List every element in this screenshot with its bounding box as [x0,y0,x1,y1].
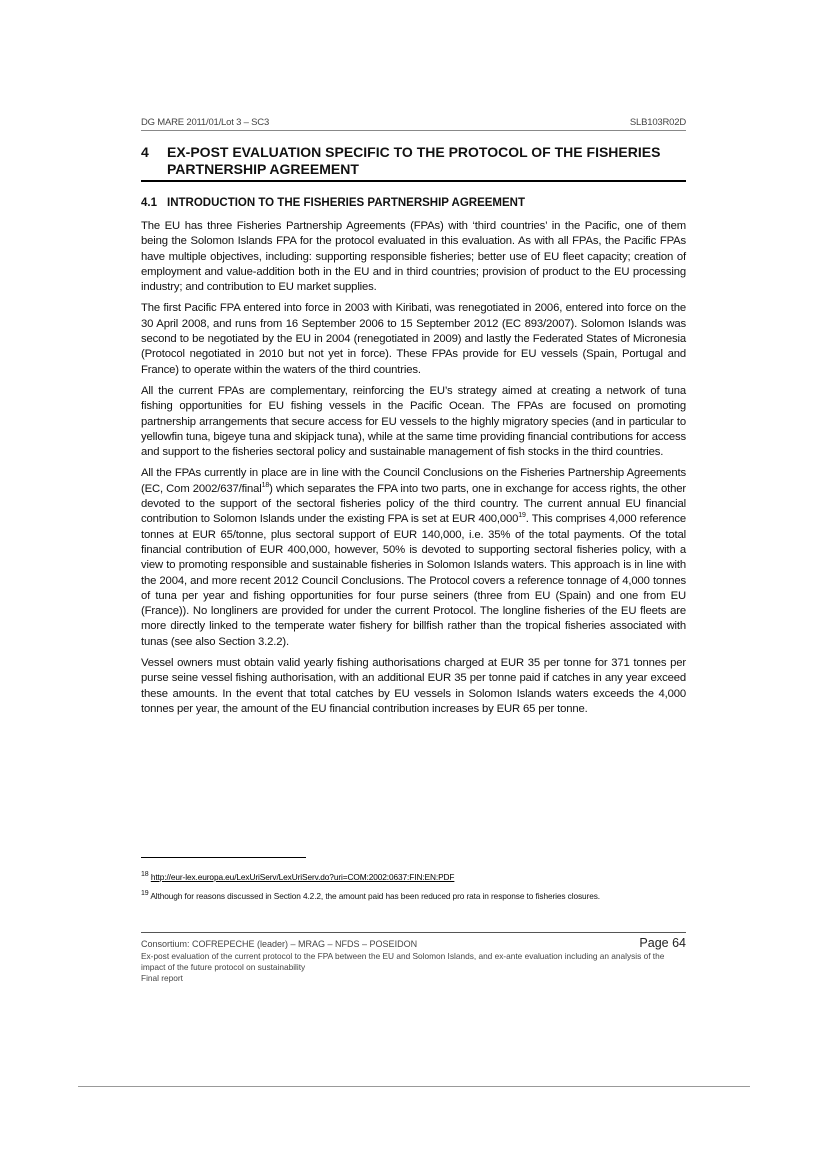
footnote-number: 19 [141,890,149,898]
footnote-text: Although for reasons discussed in Section 4.2.2, the amount paid has been reduced pro rata in response to fisheries closures. [150,891,600,901]
subsection-title: INTRODUCTION TO THE FISHERIES PARTNERSHIP AGREEMENT [167,197,526,209]
footer-description [141,951,686,984]
footer-top-row [141,936,686,950]
paragraph-text-segment: . This comprises 4,000 reference tonnes at EUR 65/tonne, plus sectoral support of EUR 140,000, i.e. 35% of the total payments. Of the total financial contribution of EUR 400,000, however, 50% is devoted to supporting sectoral fisheries policy, with a view to promoting responsible and sustainable fisheries in Solomon Islands waters. This approach is in line with the 2004, and more recent 2012 Council Conclusions. The Protocol covers a reference tonnage of 4,000 tonnes of tuna per year and fishing opportunities for four purse seiners (three from EU (Spain) and one from EU (France)). No longliners are provided for under the current Protocol. The longline fisheries of the EU fleets are more directly linked to the temperate water fishery for billfish rather than the tropical fisheries associated with tunas (see also Section 3.2.2). [141,513,686,648]
footnote-19 [141,891,686,901]
footer-consortium: Consortium: COFREPECHE (leader) – MRAG – NFDS – POSEIDON [141,939,418,949]
footnote-ref-19[interactable]: 19 [518,512,526,520]
paragraph-fpa-overview: The EU has three Fisheries Partnership Agreements (FPAs) with ‘third countries’ in the Pacific, one of them being the Solomon Islands FPA for the protocol evaluated in this evaluation. As with all FPAs, the Pacific FPAs have multiple objectives, including: supporting responsible fisheries; better use of EU fleet capacity; creation of employment and value-addition both in the EU and in third countries; provision of product to the EU processing industry; and contribution to EU market supplies. [141,220,686,294]
paragraph-vessel-authorisations: Vessel owners must obtain valid yearly fishing authorisations charged at EUR 35 per tonne for 371 tonnes per purse seine vessel fishing authorisation, with an additional EUR 35 per tonne paid if catches in any year exceed these amounts. In the event that total catches by EU vessels in Solomon Islands waters exceeds the 4,000 tonnes per year, the amount of the EU financial contribution increases by EUR 65 per tonne. [141,657,686,715]
page-bottom-divider [78,1086,750,1087]
footer-separator [141,932,686,933]
paragraph-complementary-fpas: All the current FPAs are complementary, reinforcing the EU’s strategy aimed at creating a network of tuna fishing opportunities for EU fishing vessels in the Pacific Ocean. The FPAs are focused on promoting partnership arrangements that secure access for EU vessels to the highly migratory species (and in particular to yellowfin tuna, bigeye tuna and skipjack tuna), while at the same time providing financial contributions for access and support to the fisheries sectoral policy and sustainable management of fish stocks in the third countries. [141,384,686,459]
footnote-number: 18 [141,871,149,879]
section-heading [141,144,686,182]
paragraph-council-conclusions [141,466,686,650]
subsection-heading [141,197,686,209]
footnote-ref-18[interactable]: 18 [261,481,270,489]
footer-report-status: Final report [141,973,183,983]
body-text [141,219,686,723]
footnote-18 [141,872,686,882]
page-number: Page 64 [639,936,686,950]
header-doc-code: SLB103R02D [629,117,686,128]
subsection-number: 4.1 [141,197,157,209]
header-project-ref: DG MARE 2011/01/Lot 3 – SC3 [141,117,270,128]
footer-report-title: Ex-post evaluation of the current protocol to the FPA between the EU and Solomon Islands, and ex-ante evaluation including an analysis of the impact of the future protocol on sustainability [141,951,665,972]
section-number: 4 [141,144,149,160]
paragraph-text-segment: All the FPAs currently in place are in line with the Council Conclusions on the Fisheries Partnership Agreements (EC, Com 2002/637/final [141,467,686,495]
footnote-link[interactable]: http://eur-lex.europa.eu/LexUriServ/LexUriServ.do?uri=COM:2002:0637:FIN:EN:PDF [150,872,455,882]
running-header [141,117,686,131]
paragraph-text-segment: ) which separates the FPA into two parts, one in exchange for access rights, the other devoted to the support of the sectoral fisheries policy of the third country. The current annual EU financial contribution to Solomon Islands under the existing FPA is set at EUR 400,000 [141,482,686,526]
section-title: EX-POST EVALUATION SPECIFIC TO THE PROTOCOL OF THE FISHERIES PARTNERSHIP AGREEMENT [167,144,661,177]
footnote-separator [141,857,306,858]
paragraph-pacific-fpas: The first Pacific FPA entered into force in 2003 with Kiribati, was renegotiated in 2006, entered into force on the 30 April 2008, and runs from 16 September 2006 to 15 September 2012 (EC 893/2007). Solomon Islands was second to be negotiated by the EU in 2004 (renegotiated in 2009) and lastly the Federated States of Micronesia (Protocol negotiated in 2010 but not yet in force). These FPAs provide for EU vessels (Spain, Portugal and France) to operate within the waters of the third countries. [141,302,686,376]
